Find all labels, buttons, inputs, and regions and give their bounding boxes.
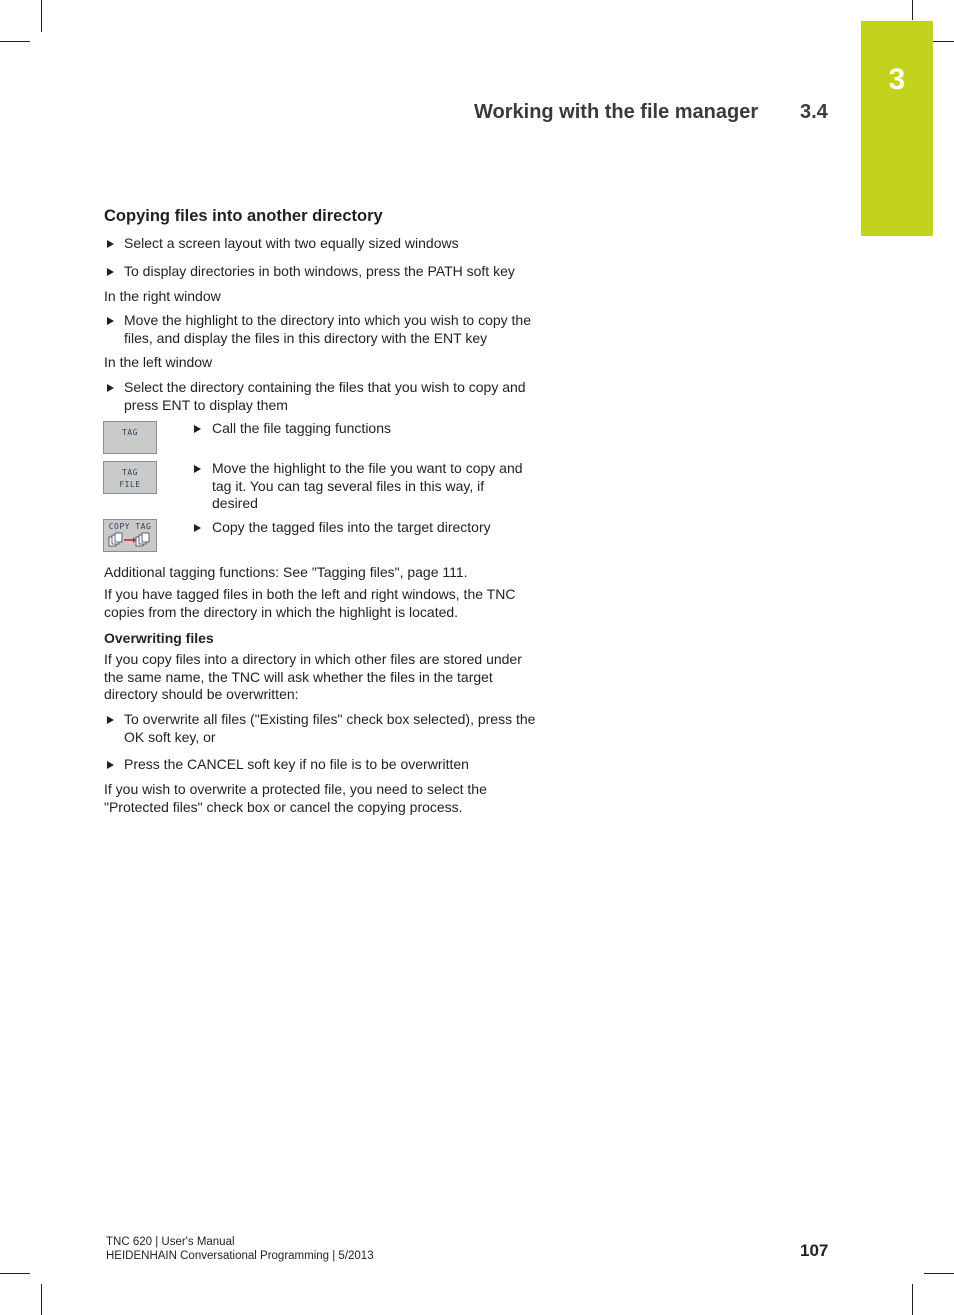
list-item: Press the CANCEL soft key if no file is to be overwritten	[104, 756, 544, 774]
bullet-arrow-icon	[107, 240, 114, 248]
crop-mark	[0, 41, 30, 42]
list-item: To display directories in both windows, press the PATH soft key	[104, 263, 544, 281]
page-number: 107	[800, 1241, 829, 1260]
crop-mark	[0, 1273, 30, 1274]
list-item: To overwrite all files ("Existing files" check box selected), press the OK soft key, or	[104, 711, 544, 746]
bullet-arrow-icon	[107, 384, 114, 392]
list-item: Move the highlight to the directory into which you wish to copy the files, and display the files in this directory with the ENT key	[104, 312, 544, 347]
list-item: Move the highlight to the file you want to copy and tag it. You can tag several files in this way, if desired	[192, 460, 532, 513]
paragraph: Additional tagging functions: See "Tagging files", page 111.	[104, 564, 468, 580]
footer	[106, 1235, 374, 1263]
paragraph: In the left window	[104, 354, 213, 370]
tag-softkey: TAG	[103, 421, 157, 454]
bullet-arrow-icon	[194, 425, 201, 433]
list-item: Call the file tagging functions	[192, 420, 532, 438]
section-title: Copying files into another directory	[104, 207, 383, 225]
crop-mark	[41, 1284, 42, 1315]
copy-files-icon	[108, 531, 154, 551]
subsection-title: Overwriting files	[104, 630, 214, 646]
bullet-arrow-icon	[107, 268, 114, 276]
copy-tag-softkey: COPY TAG	[103, 519, 157, 552]
bullet-arrow-icon	[107, 716, 114, 724]
crop-mark	[924, 1273, 954, 1274]
crop-mark	[912, 0, 913, 20]
footer-line: TNC 620 | User's Manual	[106, 1236, 235, 1248]
running-title: Working with the file manager	[474, 101, 759, 123]
running-header	[474, 99, 834, 125]
bullet-arrow-icon	[194, 465, 201, 473]
list-item: Select a screen layout with two equally sized windows	[104, 235, 544, 253]
paragraph: If you have tagged files in both the left and right windows, the TNC copies from the directory in which the highlight is located.	[104, 586, 516, 620]
footer-line: HEIDENHAIN Conversational Programming | 5/2013	[106, 1250, 374, 1262]
crop-mark	[912, 1284, 913, 1315]
tag-file-softkey: TAG FILE	[103, 461, 157, 494]
list-item: Copy the tagged files into the target directory	[192, 519, 532, 537]
list-item: Select the directory containing the files that you wish to copy and press ENT to display them	[104, 379, 544, 414]
crop-mark	[41, 0, 42, 32]
chapter-tab	[861, 21, 933, 236]
section-number: 3.4	[800, 101, 828, 123]
paragraph: In the right window	[104, 288, 221, 304]
bullet-arrow-icon	[194, 524, 201, 532]
chapter-number: 3	[888, 63, 906, 96]
paragraph: If you wish to overwrite a protected file, you need to select the "Protected files" check box or cancel the copying process.	[104, 781, 487, 815]
bullet-arrow-icon	[107, 761, 114, 769]
paragraph: If you copy files into a directory in which other files are stored under the same name, the TNC will ask whether the files in the target directory should be overwritten:	[104, 651, 522, 703]
bullet-arrow-icon	[107, 317, 114, 325]
